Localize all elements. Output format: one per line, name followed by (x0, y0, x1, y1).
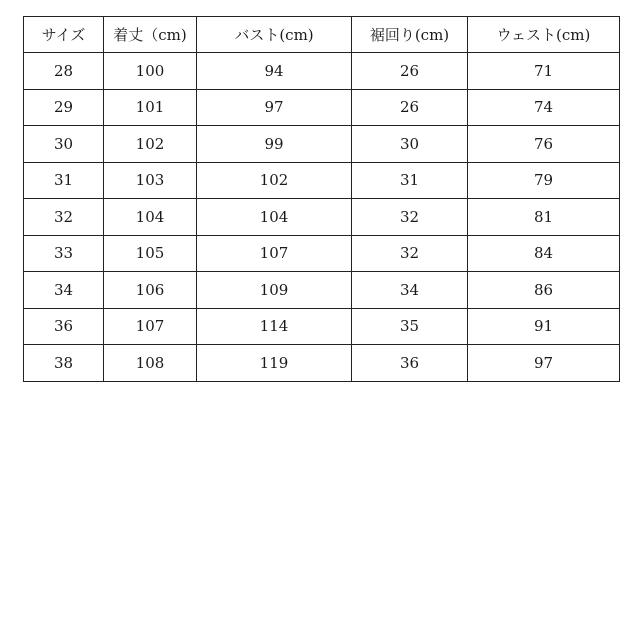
header-bust: バスト(cm) (197, 17, 352, 53)
cell-length: 104 (104, 199, 197, 236)
cell-bust: 97 (197, 89, 352, 126)
cell-length: 102 (104, 126, 197, 163)
cell-hem: 34 (352, 272, 468, 309)
cell-size: 31 (24, 162, 104, 199)
cell-waist: 97 (468, 345, 620, 382)
cell-hem: 35 (352, 308, 468, 345)
cell-waist: 79 (468, 162, 620, 199)
cell-bust: 109 (197, 272, 352, 309)
cell-size: 38 (24, 345, 104, 382)
cell-waist: 86 (468, 272, 620, 309)
cell-bust: 104 (197, 199, 352, 236)
cell-size: 36 (24, 308, 104, 345)
cell-bust: 99 (197, 126, 352, 163)
cell-length: 106 (104, 272, 197, 309)
table-header (24, 17, 620, 53)
cell-waist: 84 (468, 235, 620, 272)
cell-size: 30 (24, 126, 104, 163)
header-waist: ウェスト(cm) (468, 17, 620, 53)
cell-bust: 94 (197, 53, 352, 90)
cell-hem: 32 (352, 199, 468, 236)
cell-bust: 119 (197, 345, 352, 382)
cell-waist: 91 (468, 308, 620, 345)
cell-hem: 26 (352, 53, 468, 90)
header-length: 着丈（cm) (104, 17, 197, 53)
cell-waist: 74 (468, 89, 620, 126)
header-size: サイズ (24, 17, 104, 53)
cell-size: 33 (24, 235, 104, 272)
header-hem: 裾回り(cm) (352, 17, 468, 53)
cell-hem: 26 (352, 89, 468, 126)
cell-length: 108 (104, 345, 197, 382)
cell-size: 28 (24, 53, 104, 90)
table-row (24, 235, 620, 272)
table-row (24, 308, 620, 345)
cell-length: 105 (104, 235, 197, 272)
cell-length: 100 (104, 53, 197, 90)
table-row (24, 126, 620, 163)
cell-hem: 30 (352, 126, 468, 163)
cell-length: 107 (104, 308, 197, 345)
table-row (24, 345, 620, 382)
cell-bust: 102 (197, 162, 352, 199)
table-body (24, 53, 620, 382)
table-row (24, 89, 620, 126)
table-row (24, 162, 620, 199)
cell-hem: 36 (352, 345, 468, 382)
table-row (24, 53, 620, 90)
cell-size: 32 (24, 199, 104, 236)
cell-hem: 32 (352, 235, 468, 272)
table-row (24, 272, 620, 309)
cell-waist: 81 (468, 199, 620, 236)
cell-waist: 71 (468, 53, 620, 90)
cell-hem: 31 (352, 162, 468, 199)
table-row (24, 199, 620, 236)
cell-length: 101 (104, 89, 197, 126)
cell-length: 103 (104, 162, 197, 199)
size-chart-table (23, 16, 620, 382)
cell-waist: 76 (468, 126, 620, 163)
cell-size: 29 (24, 89, 104, 126)
header-row (24, 17, 620, 53)
cell-size: 34 (24, 272, 104, 309)
cell-bust: 107 (197, 235, 352, 272)
cell-bust: 114 (197, 308, 352, 345)
